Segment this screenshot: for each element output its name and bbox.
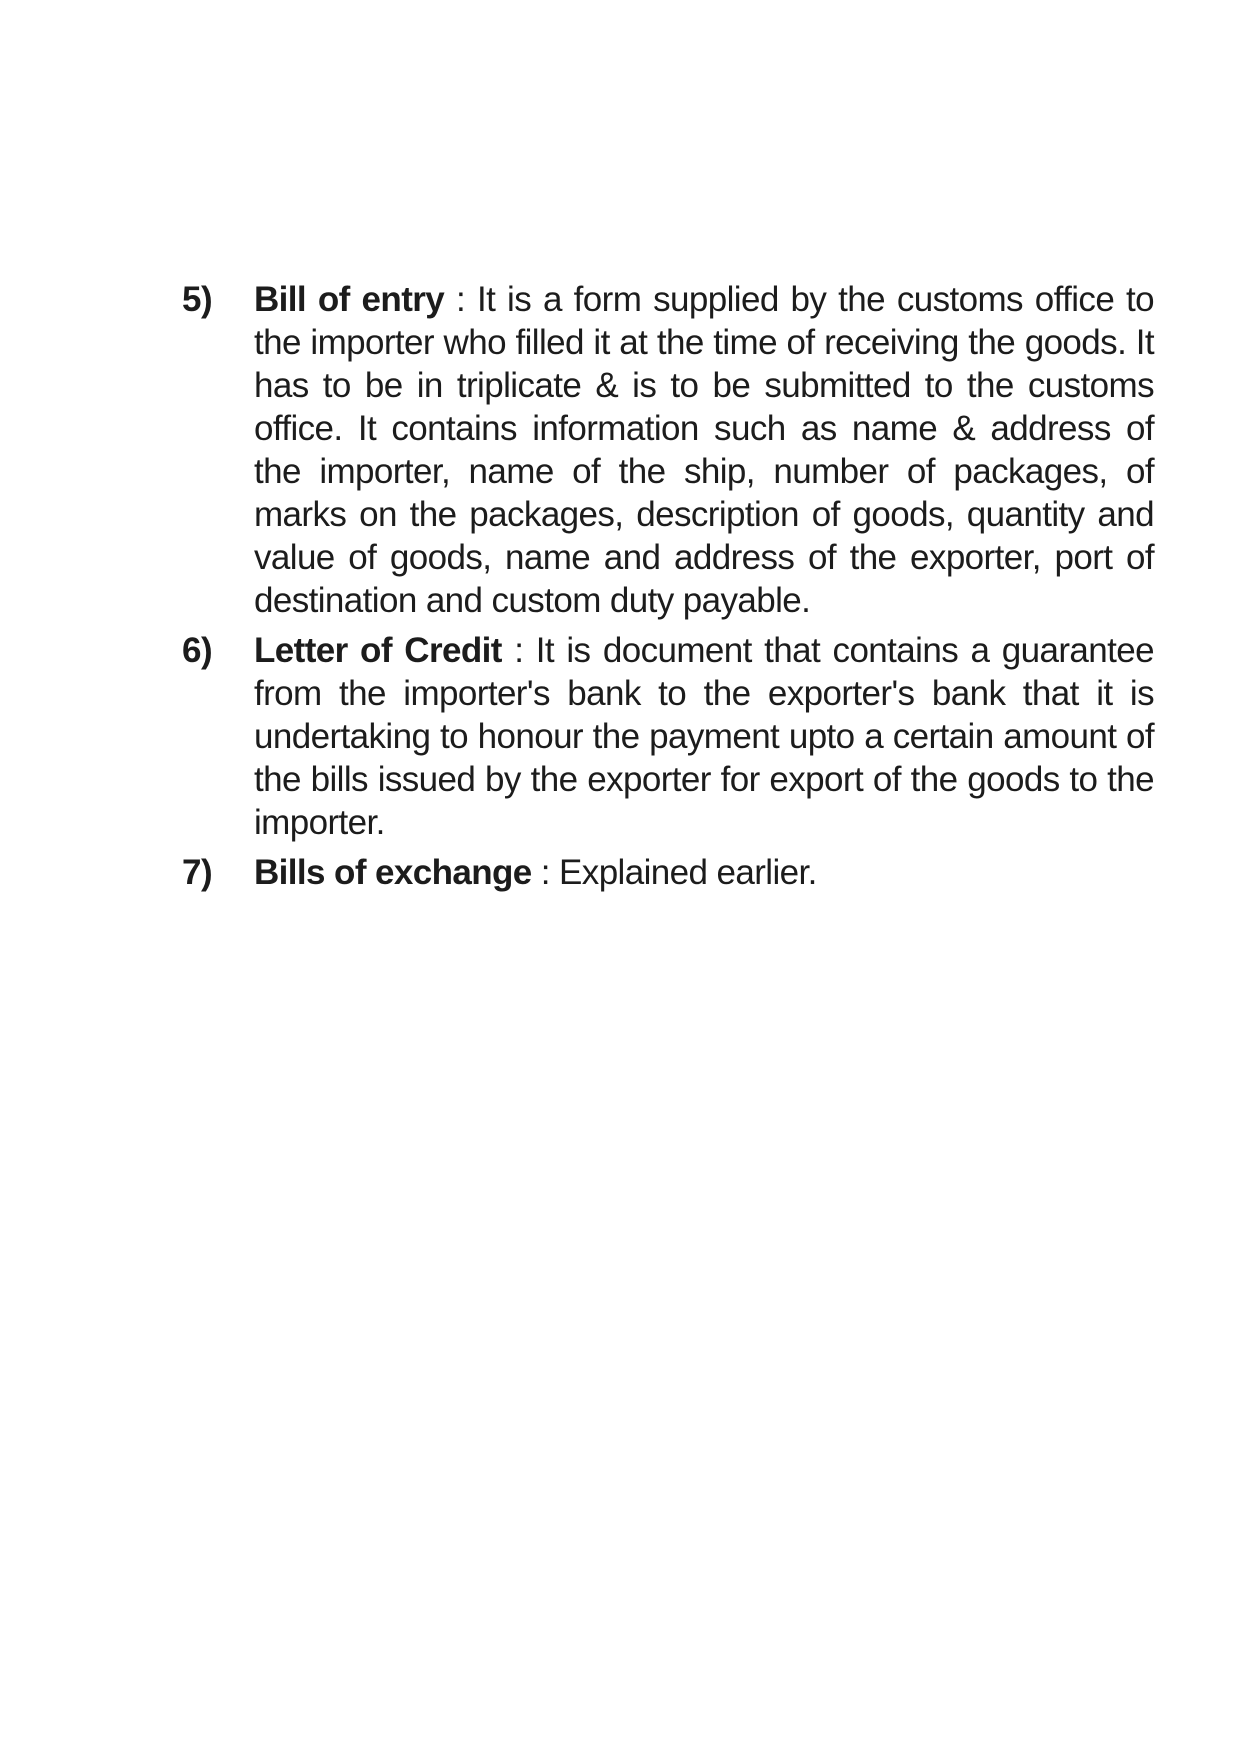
item-number: 7) <box>182 853 213 892</box>
definition-item-bills-of-exchange <box>182 851 1162 894</box>
definition-term: Letter of Credit <box>254 631 502 670</box>
term-separator: : <box>501 631 536 670</box>
definition-text: It is a form supplied by the customs office to the importer who filled it at the time of receiving the goods. It has to be in triplicate & is to be submitted to the customs office. It contains information such as name & address of the importer, name of the ship, number of packages, of marks on the packages, description of goods, quantity and value of goods, name and address of the exporter, port of destination and custom duty payable. <box>254 280 1155 620</box>
definition-text: It is document that contains a guarantee from the importer's bank to the exporter's bank that it is undertaking to honour the payment upto a certain amount of the bills issued by the exporter for export of the goods to the importer. <box>254 631 1155 842</box>
item-number: 6) <box>182 631 213 670</box>
definition-body <box>254 629 1154 844</box>
term-separator: : <box>444 280 477 319</box>
definition-body <box>254 851 1154 894</box>
definition-item-letter-of-credit <box>182 629 1162 844</box>
definition-list <box>182 278 1162 901</box>
definition-item-bill-of-entry <box>182 278 1162 622</box>
definition-term: Bills of exchange <box>254 853 532 892</box>
definition-text: Explained earlier. <box>559 853 817 892</box>
definition-body <box>254 278 1154 622</box>
definition-term: Bill of entry <box>254 280 445 319</box>
item-number: 5) <box>182 280 213 319</box>
term-separator: : <box>531 853 560 892</box>
